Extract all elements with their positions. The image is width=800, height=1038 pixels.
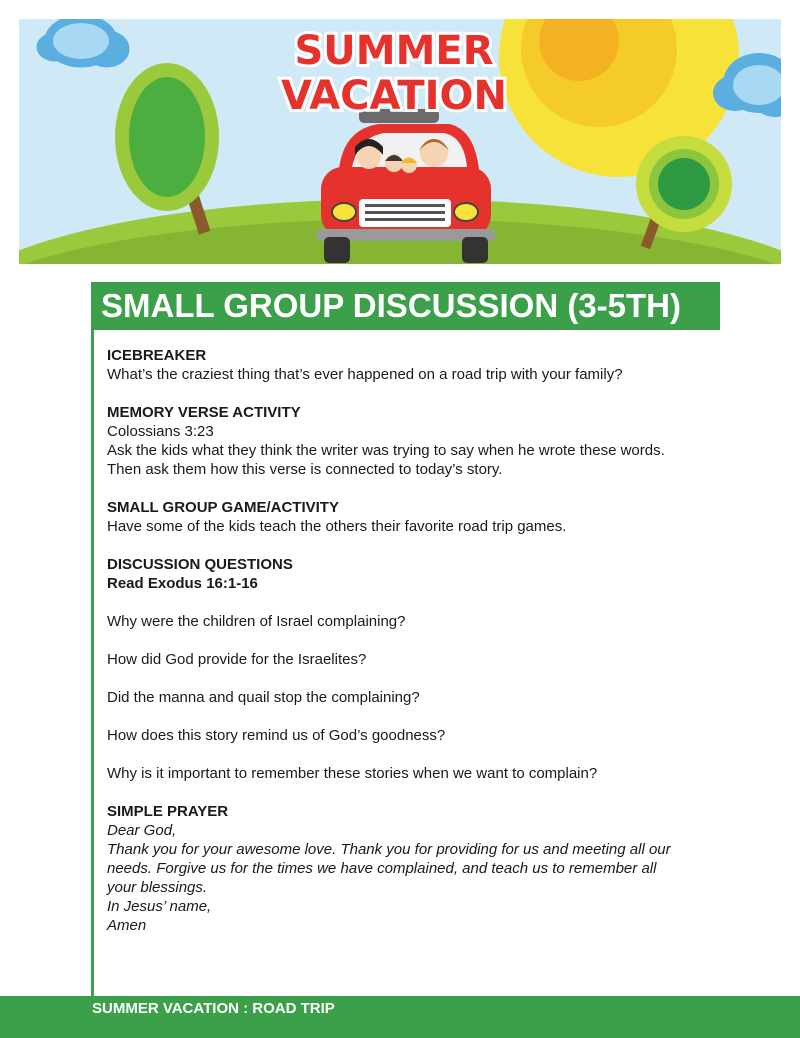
left-divider: [91, 330, 94, 996]
banner-illustration: [19, 19, 781, 264]
footer-text: SUMMER VACATION : ROAD TRIP: [92, 1000, 335, 1017]
page-title: SMALL GROUP DISCUSSION (3-5TH): [91, 282, 720, 330]
discussion-question: Did the manna and quail stop the complaining?: [107, 689, 420, 706]
discussion-question: How does this story remind us of God’s goodness?: [107, 727, 446, 744]
discussion-reading: Read Exodus 16:1-16: [107, 575, 258, 592]
discussion-question: How did God provide for the Israelites?: [107, 651, 367, 668]
main-content: [107, 346, 747, 935]
icebreaker-section: [107, 346, 747, 384]
game-section: [107, 498, 747, 536]
prayer-line: In Jesus’ name,: [107, 898, 212, 915]
icebreaker-title: ICEBREAKER: [107, 347, 207, 364]
discussion-section: [107, 555, 747, 783]
banner-title-line2: VACATION: [280, 73, 508, 119]
prayer-line: needs. Forgive us for the times we have complained, and teach us to remember all: [107, 860, 657, 877]
game-title: SMALL GROUP GAME/ACTIVITY: [107, 499, 339, 516]
memory-verse-section: [107, 403, 747, 479]
prayer-section: [107, 802, 747, 935]
prayer-line: Amen: [107, 917, 147, 934]
prayer-line: your blessings.: [107, 879, 208, 896]
prayer-line: Dear God,: [107, 822, 177, 839]
prayer-title: SIMPLE PRAYER: [107, 803, 229, 820]
footer-bar: [0, 996, 800, 1038]
memory-verse-line: Ask the kids what they think the writer was trying to say when he wrote these words.: [107, 442, 665, 459]
memory-verse-line: Then ask them how this verse is connected to today’s story.: [107, 461, 503, 478]
memory-verse-title: MEMORY VERSE ACTIVITY: [107, 404, 301, 421]
banner-title-line1: SUMMER: [294, 28, 494, 74]
discussion-title: DISCUSSION QUESTIONS: [107, 556, 293, 573]
prayer-line: Thank you for your awesome love. Thank you for providing for us and meeting all our: [107, 841, 671, 858]
discussion-question: Why were the children of Israel complaining?: [107, 613, 406, 630]
game-text: Have some of the kids teach the others their favorite road trip games.: [107, 518, 567, 535]
discussion-question: Why is it important to remember these stories when we want to complain?: [107, 765, 598, 782]
icebreaker-text: What’s the craziest thing that’s ever happened on a road trip with your family?: [107, 366, 623, 383]
banner-title: [281, 28, 507, 119]
memory-verse-reference: Colossians 3:23: [107, 423, 214, 440]
